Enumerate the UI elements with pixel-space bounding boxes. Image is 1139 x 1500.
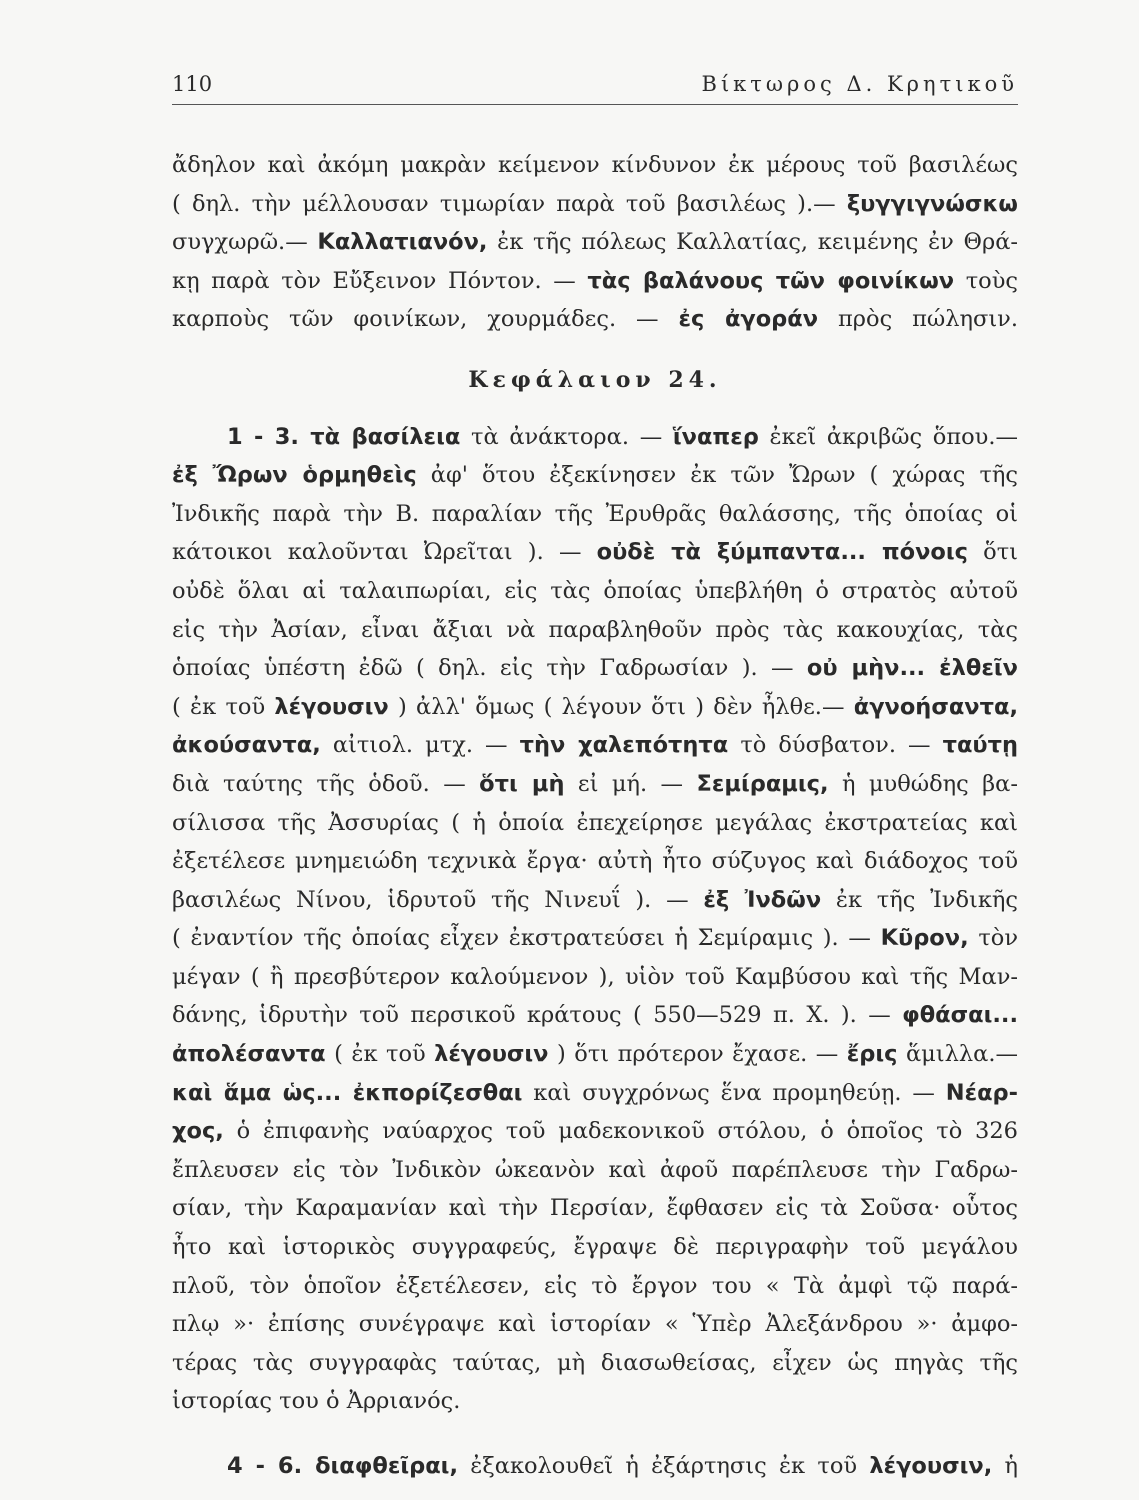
text-line: [172, 300, 1018, 339]
gloss-text: αἰτιολ. μτχ. —: [320, 732, 520, 759]
text-line: [172, 533, 1018, 572]
gloss-text: ἐκ τῆς Ἰνδικῆς: [821, 886, 1018, 913]
gloss-text: εἰ μή. —: [564, 770, 697, 797]
gloss-text: κάτοικοι καλοῦνται Ὠρεῖται ). —: [172, 539, 597, 566]
gloss-text: ( ἐκ τοῦ: [172, 693, 275, 720]
gloss-text: τὰ ἀνάκτορα. —: [460, 423, 673, 450]
text-line: [172, 185, 1018, 224]
lemma: λέγουσιν: [434, 1041, 549, 1068]
text-line: [172, 842, 1018, 881]
gloss-text: ἱστορίας του ὁ Ἀρριανός.: [172, 1388, 461, 1415]
text-line: [172, 418, 1018, 457]
lemma: τὰς βαλάνους τῶν φοινίκων: [587, 267, 955, 294]
gloss-text: ἡ: [992, 1453, 1018, 1479]
lemma: λέγουσιν: [274, 693, 389, 720]
lemma: ὅτι μὴ: [479, 770, 565, 797]
text-line: [172, 1112, 1018, 1151]
text-line: [172, 726, 1018, 765]
lemma: οὐ μὴν... ἐλθεῖν: [806, 655, 1018, 682]
gloss-text: ἡ μυθώδης βα-: [828, 770, 1018, 797]
lemma: φθάσαι...: [902, 1002, 1018, 1029]
lemma: 1 - 3. τὰ βασίλεια: [227, 423, 461, 450]
gloss-text: συγχωρῶ.—: [172, 229, 318, 256]
gloss-text: σίαν, τὴν Καραμανίαν καὶ τὴν Περσίαν, ἔφθασεν εἰς τὰ Σοῦσα· οὗτος: [172, 1195, 1018, 1222]
text-line: [172, 1267, 1018, 1306]
text-line: [172, 1189, 1018, 1228]
paragraph-1-3: [172, 418, 1018, 1421]
gloss-text: πρὸς πώλησιν.: [818, 306, 1018, 333]
gloss-text: καρποὺς τῶν φοινίκων, χουρμάδες. —: [172, 306, 679, 333]
text-line: [172, 804, 1018, 843]
text-line: [172, 765, 1018, 804]
text-line: [172, 688, 1018, 727]
gloss-text: σίλισσα τῆς Ἀσσυρίας ( ἡ ὁποία ἐπεχείρησε μεγάλας ἐκστρατείας καὶ: [172, 809, 1018, 836]
gloss-text: τὸν: [968, 925, 1018, 952]
gloss-text: Ἰνδικῆς παρὰ τὴν Β. παραλίαν τῆς Ἐρυθρᾶς θαλάσσης, τῆς ὁποίας οἱ: [172, 500, 1018, 527]
lemma: ἐξ Ὤρων ὁρμηθεὶς: [172, 462, 417, 489]
text-line: [172, 1382, 1018, 1421]
gloss-text: ὅτι: [967, 539, 1018, 566]
gloss-text: ( δηλ. τὴν μέλλουσαν τιμωρίαν παρὰ τοῦ βασιλέως ).—: [172, 190, 847, 217]
gloss-text: ἐκεῖ ἀκριβῶς ὅπου.—: [758, 423, 1018, 450]
gloss-text: ἀφ' ὅτου ἐξεκίνησεν ἐκ τῶν Ὤρων ( χώρας τῆς: [416, 462, 1018, 489]
gloss-text: πλῳ »· ἐπίσης συνέγραψε καὶ ἱστορίαν « Ὑπὲρ Ἀλεξάνδρου »· ἀμφο-: [172, 1311, 1018, 1338]
text-line: [172, 1344, 1018, 1383]
lemma: οὐδὲ τὰ ξύμπαντα... πόνοις: [596, 539, 968, 566]
text-line: [172, 881, 1018, 920]
gloss-text: πλοῦ, τὸν ὁποῖον ἐξετέλεσεν, εἰς τὸ ἔργον του « Τὰ ἀμφὶ τῷ παρά-: [172, 1272, 1018, 1299]
text-line: [172, 1305, 1018, 1344]
lemma: ἐς ἀγοράν: [678, 306, 819, 333]
lemma: Νέαρ-: [945, 1079, 1018, 1106]
lemma: Καλλατιανόν,: [317, 229, 488, 256]
gloss-text: ὁποίας ὑπέστη ἐδῶ ( δηλ. εἰς τὴν Γαδρωσίαν ). —: [172, 655, 807, 682]
text-line: [172, 649, 1018, 688]
lemma: λέγουσιν,: [869, 1453, 993, 1479]
text-line: [172, 1447, 1018, 1486]
lemma: χος,: [172, 1118, 224, 1145]
running-head: Βίκτωρος Δ. Κρητικοῦ: [701, 72, 1018, 96]
gloss-text: βασιλέως Νίνου, ἱδρυτοῦ τῆς Νινευΐ ). —: [172, 886, 704, 913]
paragraph-4-6: [172, 1447, 1018, 1486]
text-line: [172, 223, 1018, 262]
lemma: ἀκούσαντα,: [172, 732, 321, 759]
text-line: [172, 1074, 1018, 1113]
gloss-text: ἄδηλον καὶ ἀκόμη μακρὰν κείμενον κίνδυνον ἐκ μέρους τοῦ βασιλέως: [172, 152, 1018, 178]
text-line: [172, 495, 1018, 534]
lemma: ξυγγιγνώσκω: [846, 190, 1018, 217]
gloss-text: ἐξετέλεσε μνημειώδη τεχνικὰ ἔργα· αὐτὴ ἦτο σύζυγος καὶ διάδοχος τοῦ: [172, 848, 1018, 875]
gloss-text: οὐδὲ ὅλαι αἱ ταλαιπωρίαι, εἰς τὰς ὁποίας ὑπεβλήθη ὁ στρατὸς αὐτοῦ: [172, 577, 1018, 604]
text-line: [172, 456, 1018, 495]
lemma: ἀγνοήσαντα,: [853, 693, 1018, 720]
lemma: 4 - 6. διαφθεῖραι,: [227, 1453, 458, 1479]
gloss-text: τὸ δύσβατον. —: [728, 732, 943, 759]
gloss-text: ) ἀλλ' ὅμως ( λέγουν ὅτι ) δὲν ἦλθε.—: [388, 693, 854, 720]
gloss-text: ) ὅτι πρότερον ἔχασε. —: [548, 1041, 847, 1068]
lemma: ἵναπερ: [672, 423, 759, 450]
text-line: [172, 146, 1018, 185]
text-line: [172, 996, 1018, 1035]
text-line: [172, 611, 1018, 650]
gloss-text: δάνης, ἱδρυτὴν τοῦ περσικοῦ κράτους ( 550—529 π. Χ. ). —: [172, 1002, 903, 1029]
lemma: Σεμίραμις,: [696, 770, 829, 797]
lemma: Κῦρον,: [880, 925, 969, 952]
chapter-heading: Κεφάλαιον 24.: [468, 366, 722, 393]
lemma: καὶ ἅμα ὡς... ἐκπορίζεσθαι: [172, 1079, 523, 1106]
top-paragraph: [172, 146, 1018, 339]
gloss-text: ἅμιλλα.—: [897, 1041, 1018, 1068]
gloss-text: ἐξακολουθεῖ ἡ ἐξάρτησις ἐκ τοῦ: [458, 1453, 870, 1479]
lemma: τὴν χαλεπότητα: [519, 732, 729, 759]
lemma: ταύτῃ: [942, 732, 1018, 759]
text-line: [172, 262, 1018, 301]
gloss-text: ἐκ τῆς πόλεως Καλλατίας, κειμένης ἐν Θρά-: [487, 229, 1018, 256]
body-text: [172, 146, 1018, 1486]
gloss-text: ὁ ἐπιφανὴς ναύαρχος τοῦ μαδεκονικοῦ στόλου, ὁ ὁποῖος τὸ 326: [223, 1118, 1018, 1145]
lemma: ἀπολέσαντα: [172, 1041, 326, 1068]
page-header: [172, 70, 1018, 105]
text-line: [172, 1151, 1018, 1190]
gloss-text: τοὺς: [954, 267, 1018, 294]
text-line: [172, 919, 1018, 958]
gloss-text: τέρας τὰς συγγραφὰς ταύτας, μὴ διασωθείσας, εἶχεν ὡς πηγὰς τῆς: [172, 1349, 1018, 1376]
gloss-text: εἰς τὴν Ἀσίαν, εἶναι ἄξιαι νὰ παραβληθοῦν πρὸς τὰς κακουχίας, τὰς: [172, 616, 1018, 643]
gloss-text: ( ἐναντίον τῆς ὁποίας εἶχεν ἐκστρατεύσει ἡ Σεμίραμις ). —: [172, 925, 881, 952]
gloss-text: μέγαν ( ἢ πρεσβύτερον καλούμενον ), υἱὸν τοῦ Καμβύσου καὶ τῆς Μαν-: [172, 963, 1018, 990]
lemma: ἔρις: [846, 1041, 898, 1068]
gloss-text: ἔπλευσεν εἰς τὸν Ἰνδικὸν ὠκεανὸν καὶ ἀφοῦ παρέπλευσε τὴν Γαδρω-: [172, 1156, 1018, 1183]
text-line: [172, 572, 1018, 611]
lemma: ἐξ Ἰνδῶν: [703, 886, 822, 913]
gloss-text: ( ἐκ τοῦ: [325, 1041, 435, 1068]
page-number: 110: [172, 72, 213, 96]
text-line: [172, 958, 1018, 997]
text-line: [172, 1035, 1018, 1074]
gloss-text: ἦτο καὶ ἱστορικὸς συγγραφεύς, ἔγραψε δὲ περιγραφὴν τοῦ μεγάλου: [172, 1234, 1018, 1261]
paragraph-gap: [172, 1421, 1018, 1447]
gloss-text: διὰ ταύτης τῆς ὁδοῦ. —: [172, 770, 480, 797]
gloss-text: καὶ συγχρόνως ἕνα προμηθεύῃ. —: [522, 1079, 946, 1106]
text-line: [172, 1228, 1018, 1267]
gloss-text: κῃ παρὰ τὸν Εὔξεινον Πόντον. —: [172, 267, 588, 294]
